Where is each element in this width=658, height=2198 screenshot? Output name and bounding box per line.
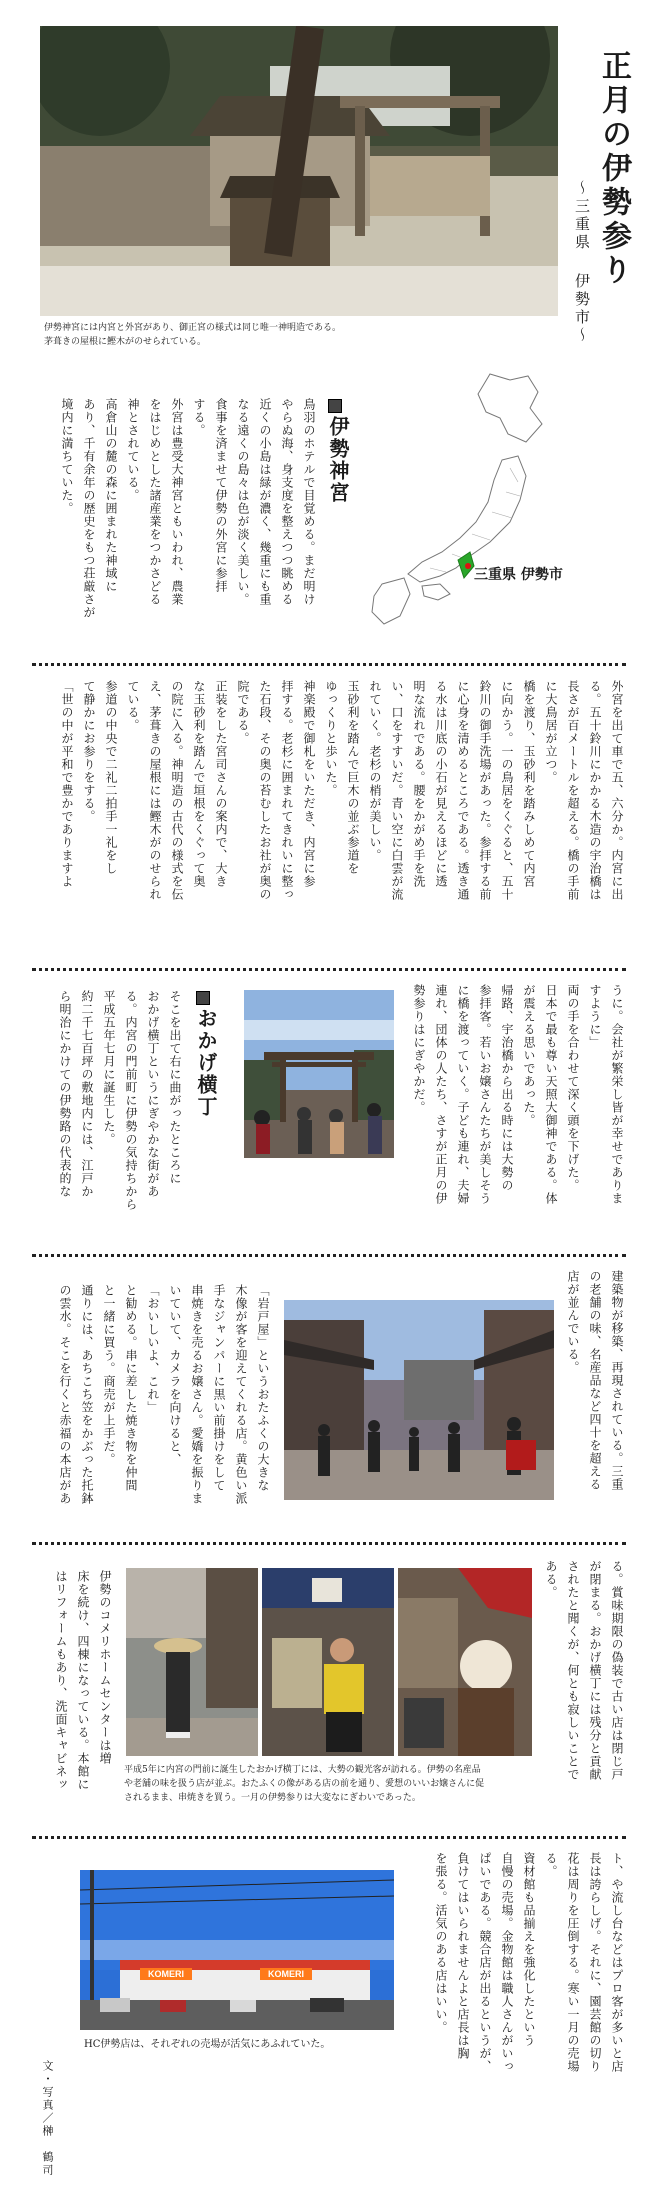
section4-col: 手なジャンパーに黒い前掛けをして	[212, 1284, 226, 1492]
heading-square-icon	[196, 991, 210, 1005]
section4-col: 木像が客を迎えてくれる店。黄色い派	[234, 1284, 248, 1505]
section2-col: る。五十鈴川にかかる木造の宇治橋は	[588, 680, 602, 901]
author-credit: 文・写真／榊 鶴司	[41, 2060, 54, 2177]
section3-col: に橋を渡っていく。子ども連れ、夫婦	[456, 984, 470, 1205]
section2-col: 正装をした宮司さんの案内で、大き	[214, 680, 228, 888]
section2-col: 外宮を出て車で五、六分か。内宮に出	[610, 680, 624, 901]
section5-col: はリフォームもあり、洗面キャビネッ	[54, 1570, 68, 1791]
section4-col: 串焼きを売るお嬢さん。愛嬌を振りま	[190, 1284, 204, 1505]
section2-col: 「世の中が平和で豊かでありますよ	[60, 680, 74, 888]
section1-col: あり、千有余年の歴史をもつ荘厳さが	[82, 398, 96, 619]
otafuku-statue-photo	[398, 1568, 532, 1756]
heading-square-icon	[328, 399, 342, 413]
section6-col: る。	[544, 1852, 558, 1878]
section2-col: 鈴川の御手洗場があった。参拝する前	[478, 680, 492, 901]
section1-col: 高倉山の麓の森に囲まれた神域に	[104, 398, 118, 593]
section1-col: 食事を済ませて伊勢の外宮に参拝	[214, 398, 228, 593]
section3-col: 連れ、団体の人たち、さすが正月の伊	[434, 984, 448, 1205]
section3-heading: おかげ横丁	[194, 1008, 218, 1118]
section5-col: されたと聞くが、何とも寂しいことで	[566, 1560, 580, 1781]
section5-col: る。賞味期限の偽装で古い店は閉じ戸	[610, 1560, 624, 1781]
section4-col: 通りには、あちこち笠をかぶった托鉢	[80, 1284, 94, 1505]
section1-body	[36, 398, 318, 618]
section3-col: 勢参りはにぎやかだ。	[412, 984, 426, 1114]
section-divider	[32, 663, 626, 666]
section3-col: 両の手を合わせて深く頭を下げた。	[566, 984, 580, 1192]
section3-col: すように」	[588, 984, 602, 1049]
section-divider	[32, 1836, 626, 1839]
section2-body	[36, 680, 626, 960]
section6-col: を張る。活気のある店はいい。	[434, 1852, 448, 2034]
section4-col: の雲水。そこを行くと赤福の本店があ	[58, 1284, 72, 1505]
section5-col: が閉まる。おかげ横丁には残分と貢献	[588, 1560, 602, 1781]
section1-col: なる遠くの島々は色が淡く美しい。	[236, 398, 250, 606]
section2-col: る水は川底の小石が見えるほどに透	[434, 680, 448, 888]
section1-col: 鳥羽のホテルで目覚める。まだ明け	[302, 398, 316, 606]
komeri-store-photo	[80, 1870, 394, 2030]
section2-col: 院である。	[236, 680, 250, 745]
section4-body-left	[40, 1284, 272, 1544]
section2-col: ている。	[126, 680, 140, 732]
store-sign-1: KOMERI	[148, 1969, 184, 1979]
section5-col: 床を続け、四棟になっている。本館に	[76, 1570, 90, 1791]
map-label: 三重県 伊勢市	[474, 567, 563, 583]
section4-col: と一緒に買う。商売が上手だ。	[102, 1284, 116, 1466]
section6-col: 花は周りを圧倒する。寒い一月の売場	[566, 1852, 580, 2073]
ise-city-marker	[465, 563, 471, 569]
okage-photos-caption-2: や老舗の味を扱う店が並ぶ。おたふくの像がある店の前を通り、愛想のいいお嬢さんに促	[124, 1779, 485, 1789]
section3-col: そこを出て右に曲がったところに	[168, 990, 182, 1185]
section6-col: 自慢の売場。金物館は職人さんがいっ	[500, 1852, 514, 2073]
section2-col: え、茅葺きの屋根には鰹木がのせられ	[148, 680, 162, 901]
section5-body-left	[44, 1570, 114, 1830]
okage-torii-photo	[244, 990, 394, 1158]
section3-col: うに。会社が繁栄し皆が幸せでありま	[610, 984, 624, 1205]
section-divider	[32, 968, 626, 971]
section3-col: が震える思いであった。	[522, 984, 536, 1127]
section1-col: する。	[192, 398, 206, 437]
japan-map-outline	[360, 372, 580, 642]
section2-col: 長さが百メートルを超える。橋の手前	[566, 680, 580, 901]
okage-street-photo	[284, 1300, 554, 1500]
section6-col: 資材館も品揃えを強化したという	[522, 1852, 536, 2047]
section2-col: 玉砂利を踏んで巨木の並ぶ参道を	[346, 680, 360, 875]
section3-col: る。内宮の門前町に伊勢の気持ちから	[124, 990, 138, 1211]
section4-body-right	[562, 1270, 626, 1530]
section-divider	[32, 1254, 626, 1257]
section3-col: おかげ横丁というにぎやかな街があ	[146, 990, 160, 1198]
section2-col: れていく。老杉の梢が美しい。	[368, 680, 382, 862]
shrine-illustration	[40, 26, 558, 316]
section4-col: 建築物が移築、再現されている。三重	[610, 1270, 624, 1491]
okage-photos-caption-1: 平成5年に内宮の門前に誕生したおかげ横丁には、大勢の観光客が訪れる。伊勢の名産品	[124, 1765, 481, 1775]
page-subtitle: 〜三重県 伊勢市〜	[573, 180, 591, 345]
section2-col: い、口をすすいだ。青い空に白雲が流	[390, 680, 404, 901]
section6-body	[412, 1852, 626, 2112]
section1-col: 近くの小島は緑が濃く、幾重にも重	[258, 398, 272, 606]
section5-body-right	[540, 1560, 626, 1820]
section3-col: 約二千七百坪の敷地内には、江戸か	[80, 990, 94, 1198]
section2-col: 拝する。老杉に囲まれてきれいに整っ	[280, 680, 294, 901]
section3-col: 平成五年七月に誕生した。	[102, 990, 116, 1146]
section-divider	[32, 1542, 626, 1545]
section3-col: ら明治にかけての伊勢路の代表的な	[58, 990, 72, 1198]
section5-col: 伊勢のコメリホームセンターは増	[98, 1570, 112, 1765]
monk-photo	[126, 1568, 258, 1756]
section3-body-left	[40, 990, 184, 1250]
page-title: 正月の伊勢参り	[596, 50, 631, 288]
section4-col: の老舗の味、名産品など四十を超える	[588, 1270, 602, 1491]
japan-map	[360, 372, 580, 642]
section2-col: に向かう。一の鳥居をくぐると、五十	[500, 680, 514, 901]
section2-col: 明な流れである。腰をかがめ手を洗	[412, 680, 426, 888]
section3-col: 日本で最も尊い天照大御神である。体	[544, 984, 558, 1205]
section6-col: 長は誇らしげ。それに、園芸館の切り	[588, 1852, 602, 2073]
section2-col: な玉砂利を踏んで垣根をくぐって奥	[192, 680, 206, 888]
section1-col: 外宮は豊受大神宮ともいわれ、農業	[170, 398, 184, 606]
section3-col: 参拝客。若いお嬢さんたちが美しそう	[478, 984, 492, 1205]
section4-col: 「おいしいよ、これ」	[146, 1284, 160, 1414]
section2-col: 神楽殿で御札をいただき、内宮に参	[302, 680, 316, 888]
section2-col: 橋を渡り、玉砂利を踏みしめて内宮	[522, 680, 536, 888]
section1-col: 神とされている。	[126, 398, 140, 502]
section3-body-right	[406, 984, 626, 1244]
section3-heading-marker	[196, 990, 210, 1009]
section4-col: と勧める。串に差した焼き物を仲間	[124, 1284, 138, 1492]
shrine-photo-caption-1: 伊勢神宮には内宮と外宮があり、御正宮の様式は同じ唯一神明造である。	[44, 323, 342, 333]
section1-col: やらぬ海、身支度を整えつつ眺める	[280, 398, 294, 606]
section5-col: ある。	[544, 1560, 558, 1599]
section2-col: に大鳥居が立つ。	[544, 680, 558, 784]
section4-col: いていて、カメラを向けると、	[168, 1284, 182, 1466]
section3-col: 帰路、宇治橋から出る時には大勢の	[500, 984, 514, 1192]
store-sign-2: KOMERI	[268, 1969, 304, 1979]
section1-col: 境内に満ちていた。	[60, 398, 74, 515]
section2-col: ゆっくりと歩いた。	[324, 680, 338, 797]
section6-col: ぱいである。競合店が出るというが、	[478, 1852, 492, 2073]
section1-heading: 伊勢神宮	[326, 416, 350, 504]
section4-col: 「岩戸屋」というおたふくの大きな	[256, 1284, 270, 1492]
okage-photos-caption-3: されるまま、串焼きを買う。一月の伊勢参りは大変なにぎわいであった。	[124, 1793, 421, 1803]
komeri-photo-caption: HC伊勢店は、それぞれの売場が活気にあふれていた。	[84, 2039, 331, 2050]
section2-col: て静かにお参りをする。	[82, 680, 96, 823]
section6-col: ト、や流し台などはプロ客が多いと店	[610, 1852, 624, 2073]
section2-col: の院に入る。神明造の古代の様式を伝	[170, 680, 184, 901]
section4-col: 店が並んでいる。	[566, 1270, 580, 1374]
section2-col: た石段、その奥の苔むしたお社が奥の	[258, 680, 272, 901]
shrine-photo	[40, 26, 558, 316]
skewer-vendor-photo	[262, 1568, 394, 1756]
section6-col: 負けてはいられませんよと店長は胸	[456, 1852, 470, 2060]
section2-col: 参道の中央で二礼二拍手一礼をし	[104, 680, 118, 875]
section1-heading-marker	[328, 398, 342, 417]
section2-col: に心身を清めるところである。透き通	[456, 680, 470, 901]
section1-col: をはじめとした諸産業をつかさどる	[148, 398, 162, 606]
shrine-photo-caption-2: 茅葺きの屋根に鰹木がのせられている。	[44, 337, 207, 347]
